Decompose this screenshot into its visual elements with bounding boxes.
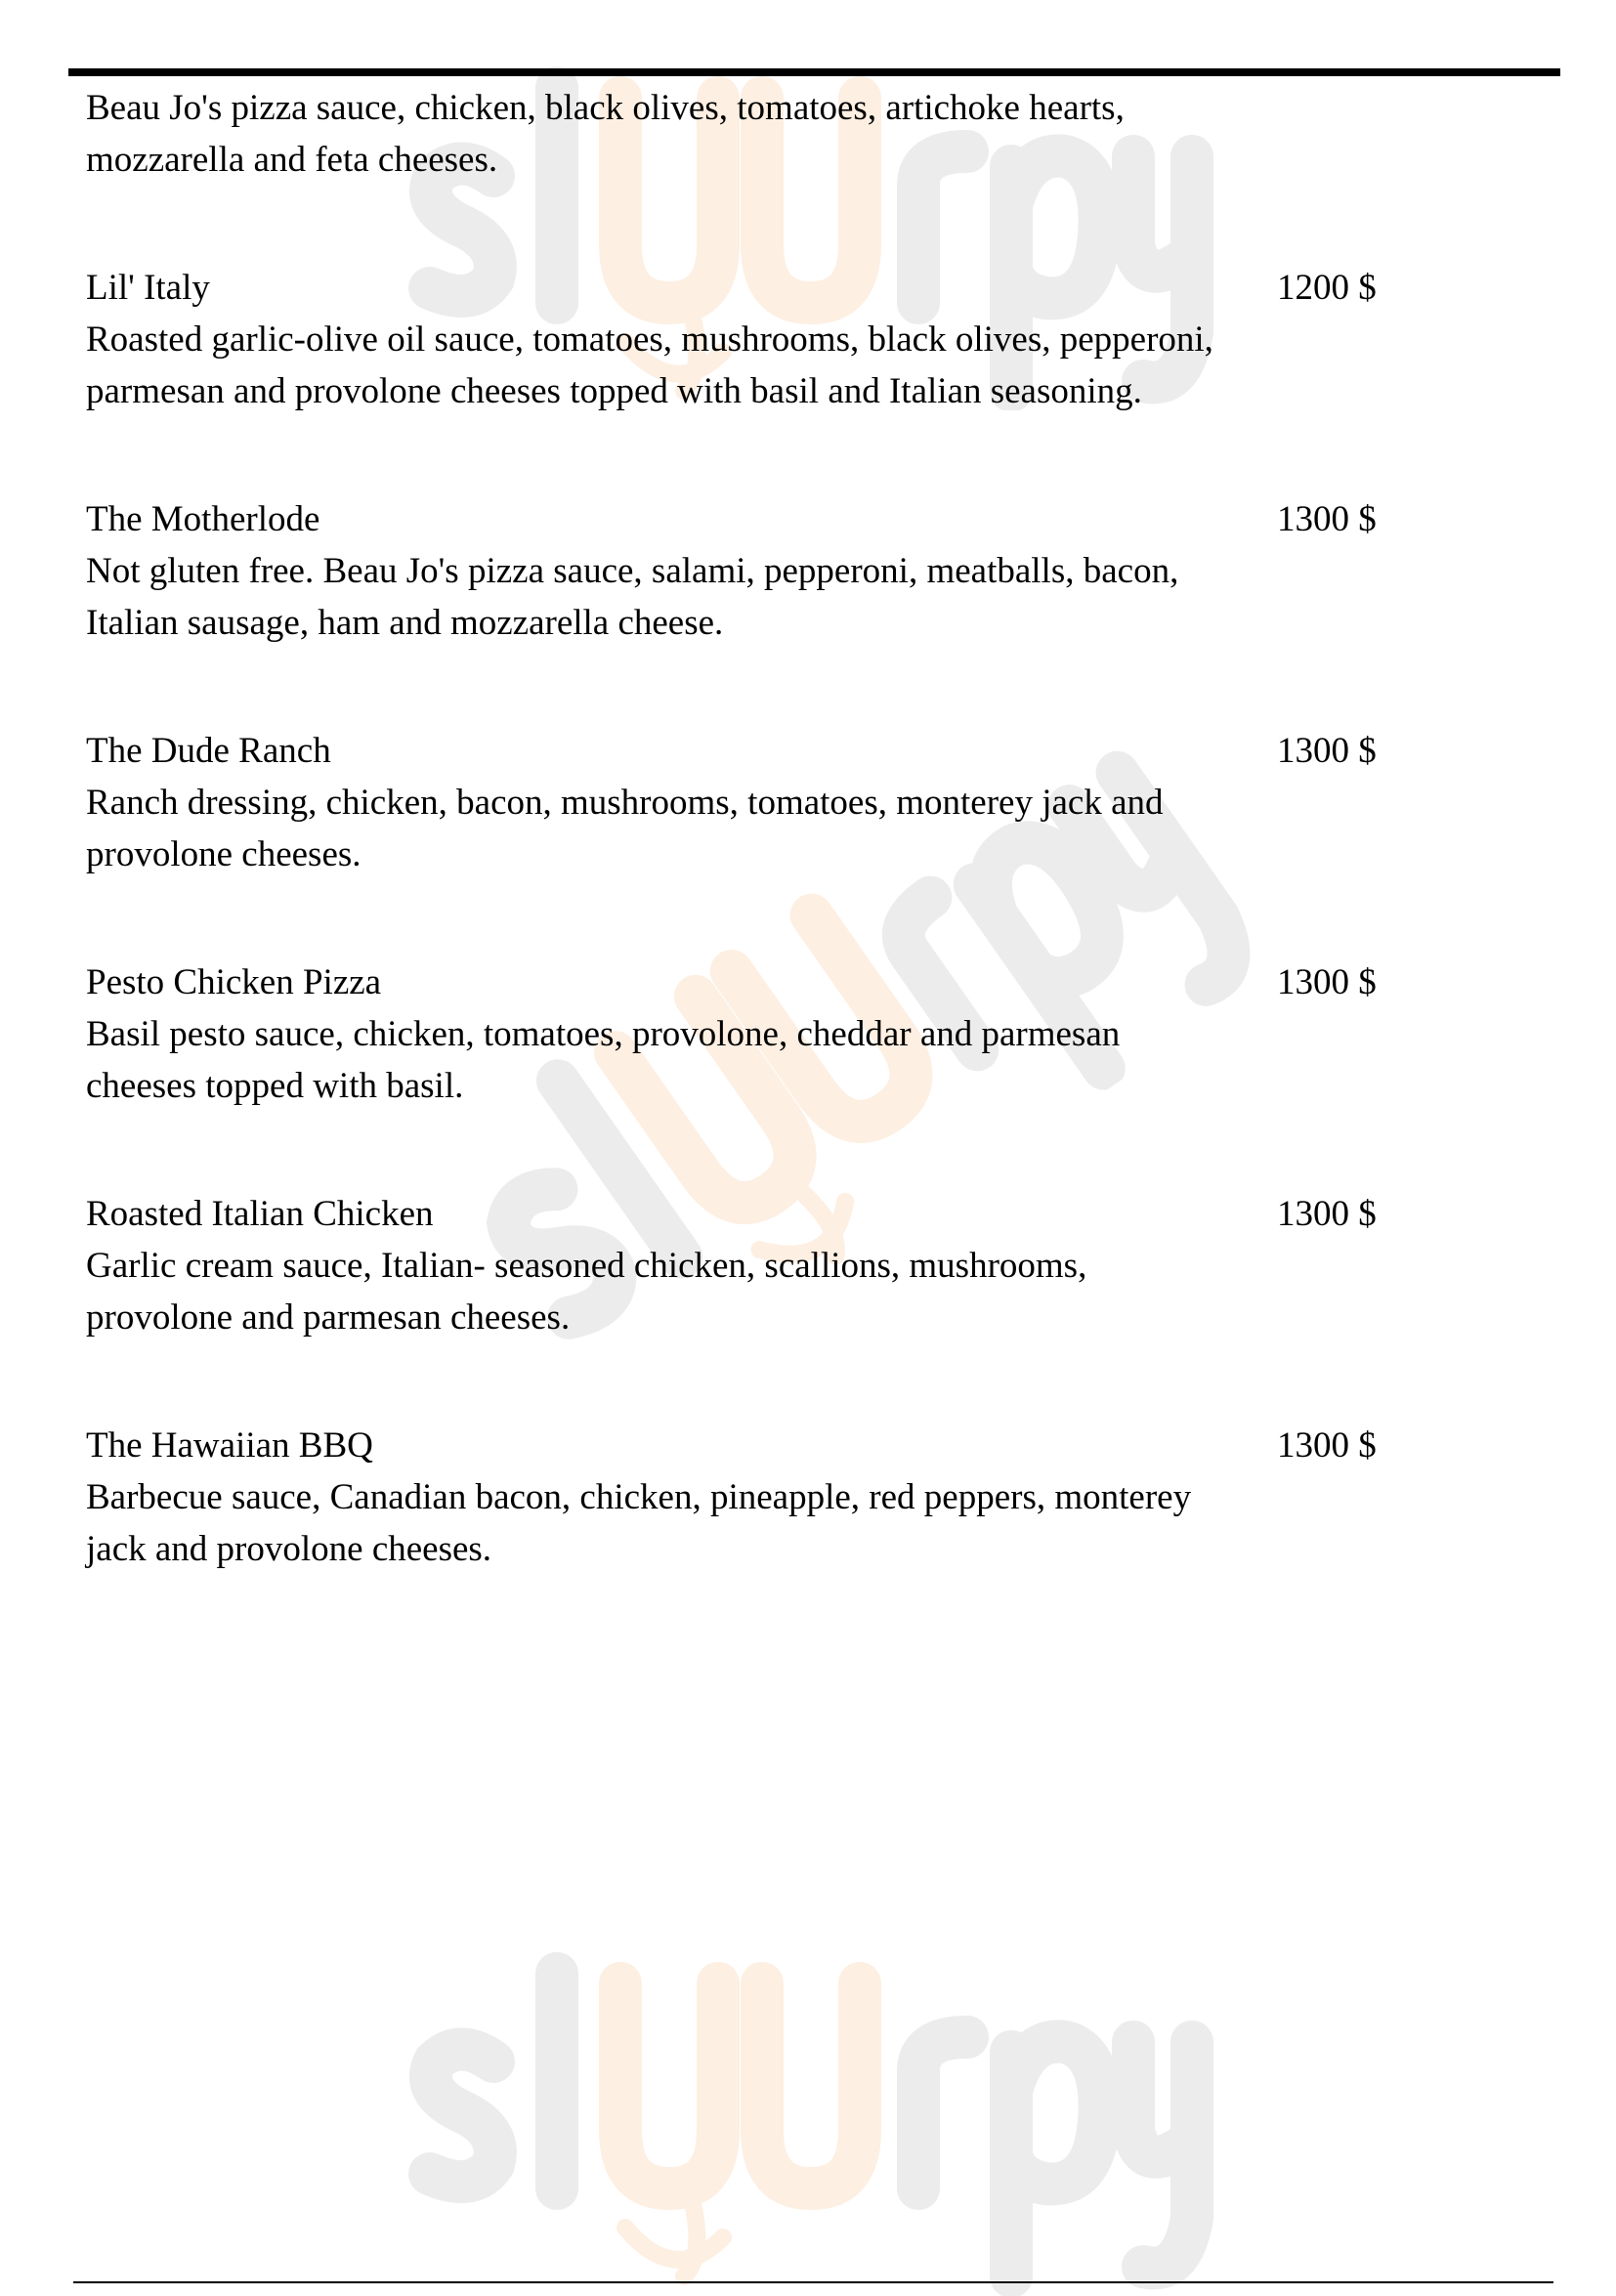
- watermark-logo: [401, 1944, 1221, 2296]
- menu-item: [86, 1188, 1552, 1343]
- item-description: Garlic cream sauce, Italian- seasoned chicken, scallions, mushrooms, provolone and parmesan cheeses.: [86, 1246, 1087, 1338]
- item-description: Beau Jo's pizza sauce, chicken, black olives, tomatoes, artichoke hearts, mozzarella and feta cheeses.: [86, 88, 1125, 180]
- item-price: 1300 $: [1277, 1194, 1377, 1234]
- item-description: Roasted garlic-olive oil sauce, tomatoes, mushrooms, black olives, pepperoni, parmesan and provolone cheeses topped with basil and Italian seasoning.: [86, 319, 1213, 411]
- item-price: 1300 $: [1277, 731, 1377, 771]
- item-price: 1300 $: [1277, 1425, 1377, 1466]
- item-name: The Motherlode: [86, 499, 320, 539]
- item-description: Ranch dressing, chicken, bacon, mushrooms, tomatoes, monterey jack and provolone cheeses.: [86, 783, 1164, 874]
- menu-item: [86, 725, 1552, 880]
- top-rule: [68, 68, 1560, 76]
- menu-item: [86, 493, 1552, 649]
- menu-item: [86, 262, 1552, 417]
- item-name: Roasted Italian Chicken: [86, 1194, 434, 1234]
- menu-item: [86, 1420, 1552, 1575]
- bottom-rule: [73, 2281, 1553, 2283]
- item-price: 1200 $: [1277, 268, 1377, 308]
- item-description: Barbecue sauce, Canadian bacon, chicken, pineapple, red peppers, monterey jack and provolone cheeses.: [86, 1477, 1192, 1569]
- item-name: The Dude Ranch: [86, 731, 331, 771]
- menu-list: [86, 82, 1552, 1651]
- item-name: The Hawaiian BBQ: [86, 1425, 373, 1466]
- item-description: Not gluten free. Beau Jo's pizza sauce, salami, pepperoni, meatballs, bacon, Italian sausage, ham and mozzarella cheese.: [86, 551, 1179, 643]
- item-description: Basil pesto sauce, chicken, tomatoes, provolone, cheddar and parmesan cheeses topped with basil.: [86, 1014, 1121, 1106]
- item-name: Lil' Italy: [86, 268, 210, 308]
- watermark-logo-graphic: [401, 1944, 1221, 2296]
- item-name: Pesto Chicken Pizza: [86, 962, 382, 1002]
- menu-item: [86, 957, 1552, 1112]
- item-price: 1300 $: [1277, 499, 1377, 539]
- menu-item: [86, 82, 1552, 186]
- item-price: 1300 $: [1277, 962, 1377, 1002]
